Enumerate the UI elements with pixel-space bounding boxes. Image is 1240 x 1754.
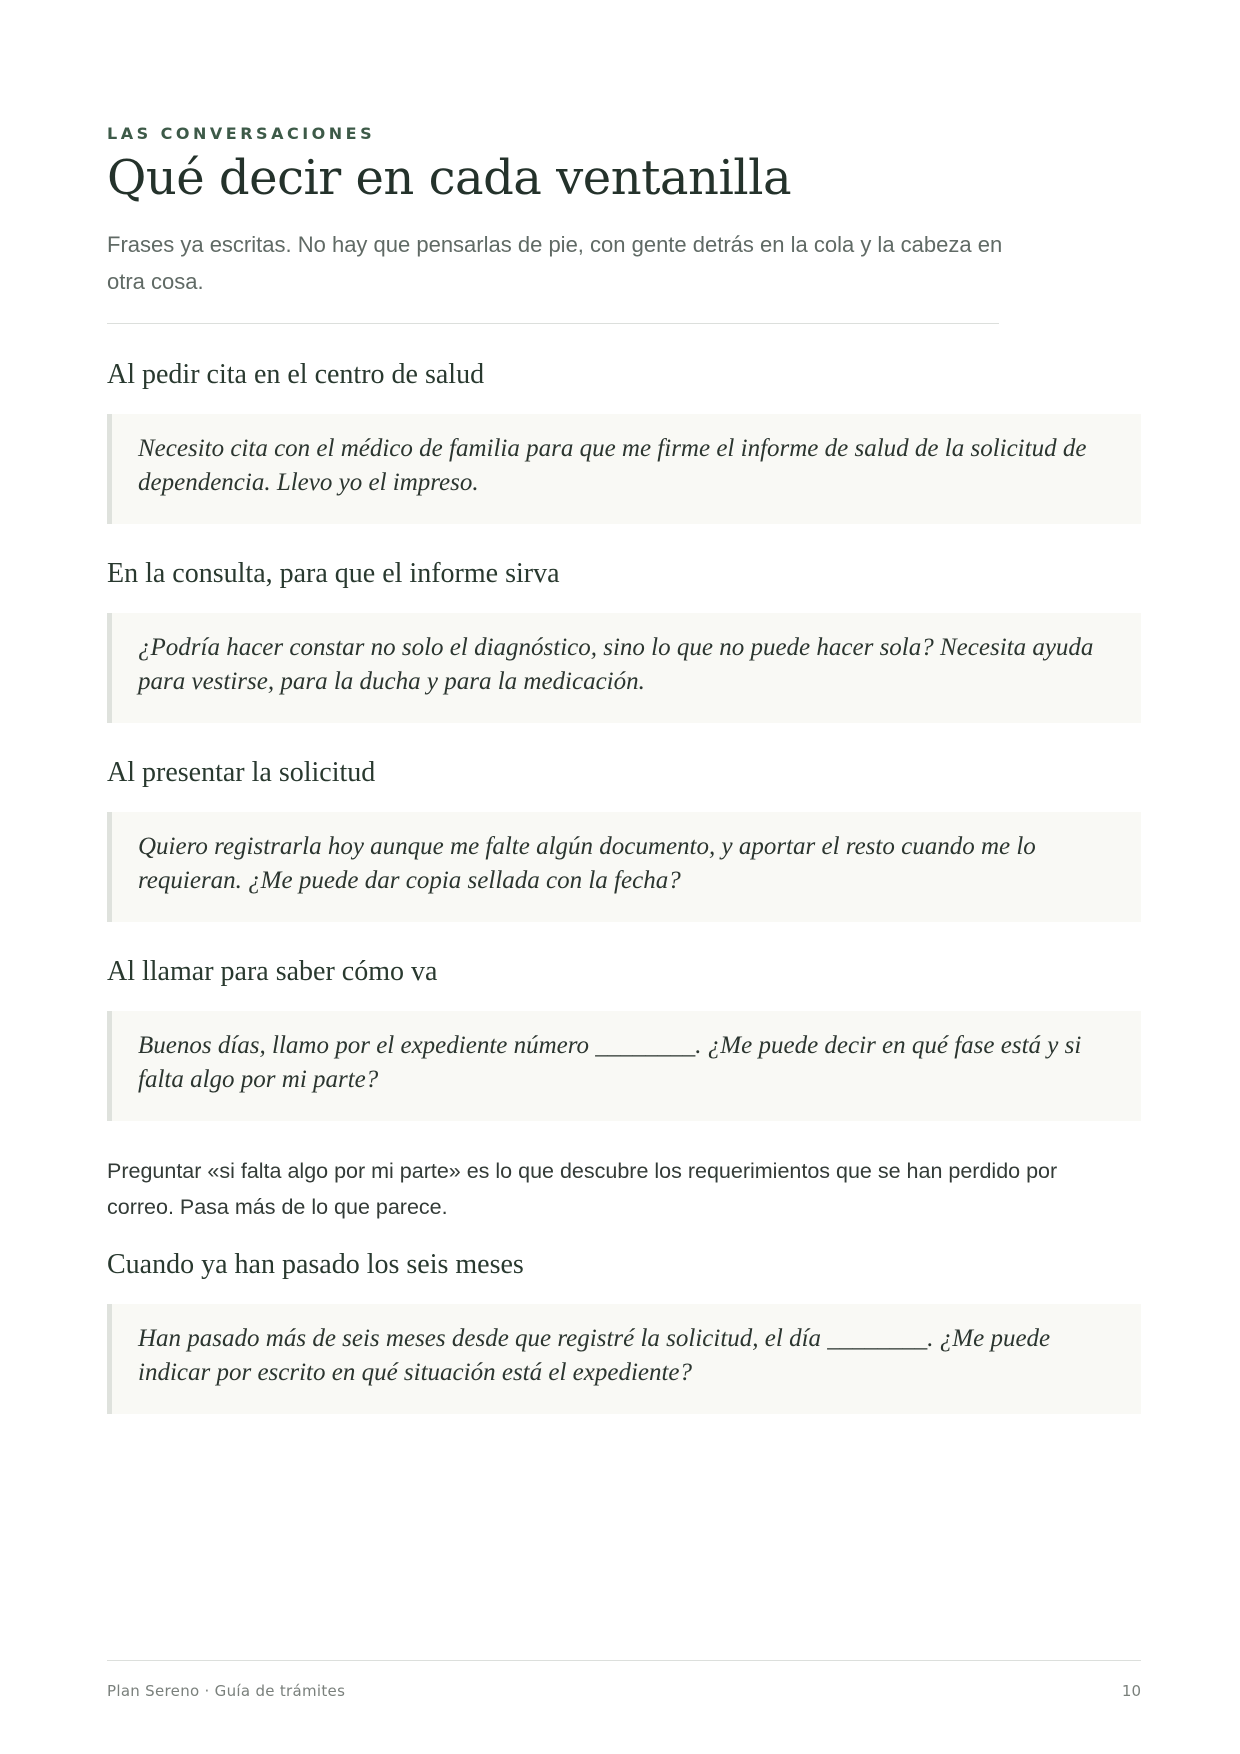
phrase-quote-text: ¿Podría hacer constar no solo el diagnóstico, sino lo que no puede hacer sola? Necesita ayuda para vestirse, para la ducha y para la medicación. (138, 634, 1094, 695)
page-title: Qué decir en cada ventanilla (107, 150, 792, 206)
phrase-quote-text: Han pasado más de seis meses desde que registré la solicitud, el día ________. ¿Me puede indicar por escrito en qué situación está el expediente? (138, 1325, 1051, 1386)
phrase-section (107, 1248, 1141, 1414)
phrase-section (107, 756, 1141, 922)
page-number: 10 (1121, 1682, 1141, 1700)
phrase-section (107, 557, 1141, 723)
phrase-quote-box (107, 414, 1141, 524)
header-divider (107, 323, 999, 324)
section-heading: En la consulta, para que el informe sirva (107, 558, 560, 589)
footer-title: Plan Sereno · Guía de trámites (107, 1682, 346, 1700)
section-eyebrow: LAS CONVERSACIONES (107, 124, 376, 143)
phrase-quote-text: Necesito cita con el médico de familia para que me firme el informe de salud de la solicitud de dependencia. Llevo yo el impreso. (138, 435, 1087, 496)
section-heading: Al pedir cita en el centro de salud (107, 359, 485, 390)
tip-paragraph: Preguntar «si falta algo por mi parte» es lo que descubre los requerimientos que se han perdido por correo. Pasa más de lo que parece. (107, 1159, 1058, 1219)
phrase-quote-box (107, 613, 1141, 723)
phrase-quote-box (107, 812, 1141, 922)
phrase-section (107, 955, 1141, 1121)
document-page (107, 0, 1141, 1754)
page-lede: Frases ya escritas. No hay que pensarlas de pie, con gente detrás en la cola y la cabeza en otra cosa. (107, 232, 1003, 294)
section-heading: Cuando ya han pasado los seis meses (107, 1249, 524, 1280)
phrase-quote-text: Quiero registrarla hoy aunque me falte algún documento, y aportar el resto cuando me lo requieran. ¿Me puede dar copia sellada con la fecha? (138, 833, 1036, 894)
footer-divider (107, 1660, 1141, 1661)
section-heading: Al llamar para saber cómo va (107, 956, 438, 987)
phrase-section (107, 358, 1141, 524)
section-heading: Al presentar la solicitud (107, 757, 376, 788)
phrase-quote-text: Buenos días, llamo por el expediente número ________. ¿Me puede decir en qué fase está y si falta algo por mi parte? (138, 1032, 1082, 1093)
phrase-quote-box (107, 1011, 1141, 1121)
phrase-quote-box (107, 1304, 1141, 1414)
